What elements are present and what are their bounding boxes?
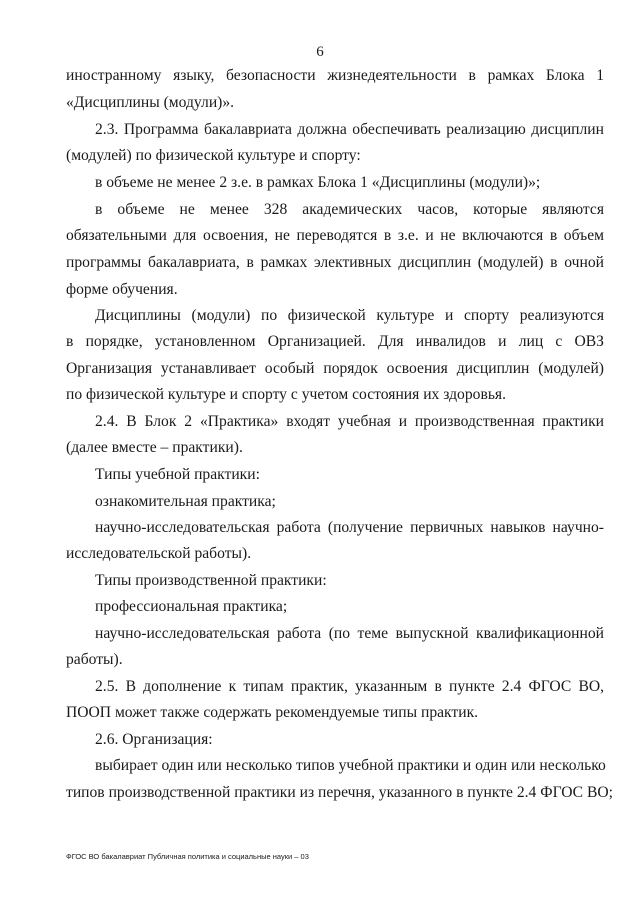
text-line: Организация устанавливает особый порядок освоения дисциплин (модулей)	[66, 360, 604, 377]
document-footer: ФГОС ВО бакалавриат Публичная политика и социальные науки – 03	[66, 852, 309, 861]
text-line: Типы производственной практики:	[95, 572, 327, 589]
text-line: программы бакалавриата, в рамках элективных дисциплин (модулей) в очной	[66, 254, 604, 271]
text-line: по физической культуре и спорту с учетом состояния их здоровья.	[66, 386, 506, 403]
text-line: иностранному языку, безопасности жизнедеятельности в рамках Блока 1	[66, 67, 604, 84]
page-number: 6	[316, 44, 324, 60]
text-line: (модулей) по физической культуре и спорту:	[66, 147, 361, 164]
text-line: ознакомительная практика;	[95, 493, 276, 510]
text-line: в объеме не менее 2 з.е. в рамках Блока 1 «Дисциплины (модули)»;	[95, 174, 541, 191]
text-line: «Дисциплины (модули)».	[66, 94, 235, 111]
text-line: 2.6. Организация:	[95, 731, 213, 748]
text-line: Дисциплины (модули) по физической культуре и спорту реализуются	[95, 307, 604, 324]
text-line: обязательными для освоения, не переводятся в з.е. и не включаются в объем	[66, 227, 604, 244]
text-line: Типы учебной практики:	[95, 466, 260, 483]
text-line: научно-исследовательская работа (получение первичных навыков научно-	[95, 519, 604, 536]
text-line: 2.3. Программа бакалавриата должна обеспечивать реализацию дисциплин	[95, 121, 604, 138]
text-line: (далее вместе – практики).	[66, 439, 243, 456]
text-line: в объеме не менее 328 академических часов, которые являются	[95, 201, 604, 218]
text-line: научно-исследовательская работа (по теме выпускной квалификационной	[95, 625, 604, 642]
text-line: 2.4. В Блок 2 «Практика» входят учебная и производственная практики	[95, 413, 604, 430]
text-line: ПООП может также содержать рекомендуемые типы практик.	[66, 704, 479, 721]
text-line: профессиональная практика;	[95, 598, 288, 615]
text-line: в порядке, установленном Организацией. Для инвалидов и лиц с ОВЗ	[66, 333, 604, 350]
text-line: выбирает один или несколько типов учебной практики и один или несколько	[95, 757, 606, 774]
text-line: исследовательской работы).	[66, 545, 252, 562]
text-line: 2.5. В дополнение к типам практик, указанным в пункте 2.4 ФГОС ВО,	[95, 678, 604, 695]
text-line: форме обучения.	[66, 281, 178, 298]
text-line: работы).	[66, 651, 123, 668]
text-line: типов производственной практики из перечня, указанного в пункте 2.4 ФГОС ВО;	[66, 784, 613, 801]
